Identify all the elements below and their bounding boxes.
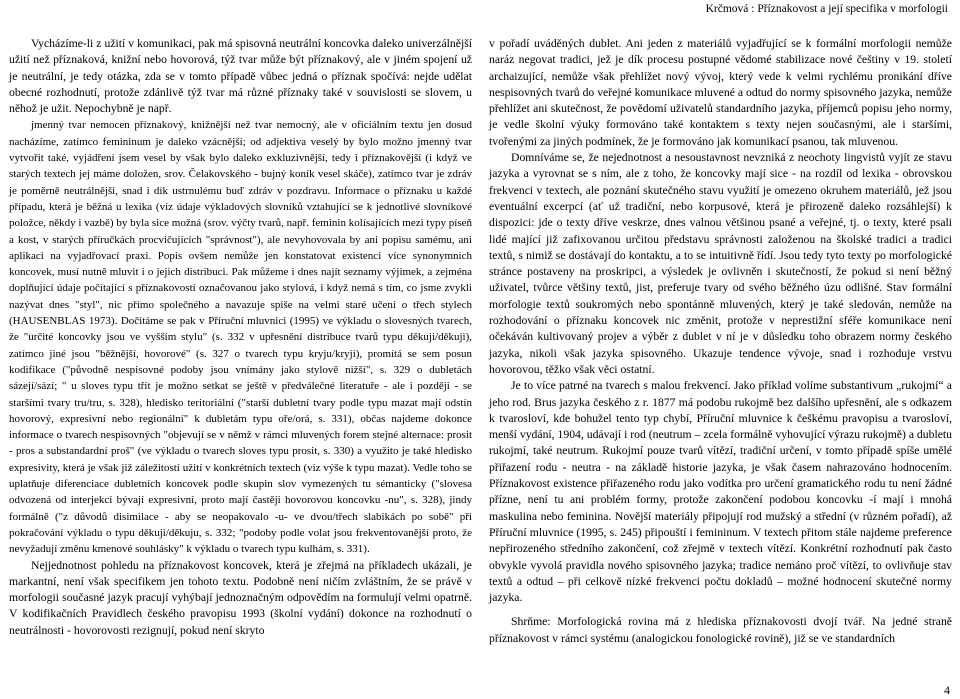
right-column bbox=[489, 36, 952, 647]
left-column bbox=[9, 36, 472, 639]
paragraph: Je to více patrné na tvarech s malou frekvencí. Jako příklad volíme substantivum „rukojmí“ a jeho rod. Brus jazyka českého z r. 1877 má podobu rukojmě bez dalšího upřesnění, ale s odkazem k tvarosloví, kde bohužel tento typ chybí, Příruční mluvnice k češkému pravopisu a tvarosloví, menší vydání, 1904, udávají i rod (neutrum – zcela formálně vyhovující výrazu rukojmě) a dubletu rukojmí, také neutrum. Rukojmí pouze tvarů vítězí, tradiční určení, v tomto případě spíše umělé přiřazení rodu - neutra - na základě historie jazyka, je však časem nahrazováno hodnocením. Příznakovost existence přiřazeného rodu jako vodítka pro určení gramatického rodu tu není žádné přízne, není tu ani problém formy, protože zakončení podobou koncovku -í mají i mnohá maskulina nebo feminina. Novější materiály připojují rod mužský a střední (v různém pořadí), až Příruční mluvnice (1995, s. 245) připouští i femininum. V textech přitom stále najdeme preference nepřirozeného středního zakončení, což zřejmě v textech vítězí. Konkrétní rozhodnutí pak často obvykle vyvolá pravidla nového spisovného jazyka; tradice nemáno proč vítězí, to ovlivňuje stav textů a odtud – při celkově nízké frekvenci počtu dokladů – možné hodnocení skutečné normy jazyka. bbox=[489, 379, 952, 605]
paragraph: Domníváme se, že nejednotnost a nesoustavnost nevzniká z neochoty lingvistů vyjít ze stavu jazyka a vyrovnat se s ním, ale z toho, že koncovky mají sice - na rozdíl od lexika - obrovskou frekvenci v textech, ale poznání skutečného stavu využití je omezeno okruhem materiálů, jež jsou eventuální excerpcí (ať už tradiční, nebo korpusové, která je přirozeně daleko rozsáhlejší) k dispozici: jde o texty dříve veskrze, dnes valnou většinou psané a veřejné, tj. o texty, které psali lidé mající již zafixovanou určitou představu správnosti založenou na školské tradici a tradici textů, s nimiž se dostávají do kontaktu, a to se intuitivně řídí. Jsou tedy tyto texty po morfologické stránce postaveny na proskripci, a výsledek je ovlivněn i skutečností, že pokud si není běžný uživatel, tvůrce většiny textů, jist, preferuje tvary od svého běžného úzu odlišné. Stav formální morfologie textů soukromých nebo spontánně mluvených, který je také sledován, nemůže na rozhodování o příznaku koncovek nic změnit, protože v neprestižní sféře komunikace není očekáván kultivovaný projev a výběr z dublet v ní je v důsledku toho obrazem normy českého jazyka, nikoli však jazyka spisovného. Ukazuje tendence vývoje, snad i rozhoduje vrstvu hovorovou, těžko však věci ostatní. bbox=[489, 151, 952, 376]
paragraph: v pořadí uváděných dublet. Ani jeden z materiálů vyjadřující se k formální morfologii nemůže naráz negovat tradici, jež je dík procesu postupné vědomé stabilizace nové češtiny v 19. století archaizující, nemůže však přehlížet nový vývoj, který vede k velmi rychlému pronikání dříve nespisovných tvarů do veřejné komunikace mluvené a odtud do normy spisovného jazyka, nemůže přehlížet ani skutečnost, že povědomí uživatelů standardního jazyka, příjemců popisu jeho normy, je vedle školní výuky formováno také kontaktem s texty nejen současnými, ale i staršími, tvořenými za jiných podmínek, že je formováno jak komunikací psanou, tak mluvenou. bbox=[489, 37, 952, 148]
paragraph: Nejjednotnost pohledu na příznakovost koncovek, která je zřejmá na příkladech ukázali, je markantní, není však specifikem jen tohoto textu. Podobně není ničím zvláštním, že se právě v morfologii současné jazyk pracují vyhýbají jednoznačným odpovědím na formulují velmi opatrně. V kodifikačních Pravidlech českého pravopisu 1993 (školní vydání) dokonce na rozhodnutí o neutrálnosti - hovorovosti rezignují, pokud není skryto bbox=[9, 558, 472, 637]
paragraph: Shrňme: Morfologická rovina má z hlediska příznakovosti dvojí tvář. Na jedné straně příznakovost v rámci systému (analogickou fonologické rovině), již se ve standardních bbox=[489, 615, 952, 645]
paragraph: Vycházíme-li z užití v komunikaci, pak má spisovná neutrální koncovka daleko univerzálnější užití než příznaková, knižní nebo hovorová, týž tvar může být příznakový, ale v jiném spojení už je neutrální, je tedy otázka, zda se v tomto případě vůbec jedná o příznak spočívá: nejde udělat obecné rozhodnutí, protože zdánlivě týž tvar má různé příznaky také v souvislosti se slovem, u něhož je užit. Nepochybně je např. bbox=[9, 37, 472, 116]
paragraph: jmenný tvar nemocen příznakový, knižnější než tvar nemocný, ale v oficiálním textu jen dosud nacházíme, zatímco femininum je daleko vzácnější; od adjektiva veselý by bylo možno jmenný tvar vytvořit také, vyjádření jsem vesel by však bylo daleko exkluzivnější, tedy i příznakovější (i když ve starých textech jej máme doložen, srov. Čelakovského - bujný koník vesel skáče), zatímco tvar je zdráv je poměrně neutrálnější, snad i dík ustrnulému buď zdráv v pozdravu. Informace o příznaku u každé případu, která je běžná u lexika (viz údaje výkladových slovníků vztahující se k jednotlivé slovníkové položce, někdy i vazbě) by byla sice možná (srov. výčty tvarů, např. feminin kolísajících mezi typy píseň a kost, v starých příručkách procvičujících "správnost"), ale nevyhovovala by ani popisu samému, ani aplikaci na vyjadřovací praxi. Popis ovšem nemůže jen konstatovat existenci více synonymních koncovek, musí nutně mluvit i o jejich distribuci. Pak můžeme i dnes najít seznamy výjimek, a zejména doplňující údaje počítající s příznakovostí označovanou jako stylová, i když nemá s tím, co jsme zvykli nazývat dnes "styl", nic přímo společného a navazuje spíše na velmi staré učení o třech stylech (HAUSENBLAS 1973). Dočítáme se pak v Příruční mluvnici (1995) ve výkladu o slovesných tvarech, že "určité koncovky jsou ve vyšším stylu" (s. 332 v upřesnění distribuce tvarů typu děkuji/děkuji), zatímco jiné jsou "běžnější, hovorové" (s. 327 o tvarech typu kryju/kryji), promítá se sem posun kodifikace ("původně nespisovné podoby jsou vnímány jako stylově nižší", s. 329 o dubletách sázejí/sází; " u sloves typu třít je možno setkat se ještě v předválečné literatuře - ale i později - se staršími tvary tru/tru, s. 328), hledisko teritoriální ("starší dubletní tvary podle typu mazat mají odstín hovorový, expresivní nebo regionální" k dubletám typu oře/orá, s. 331), občas najdeme dokonce informace o tvarech nespisovných "objevují se v němž v rámci mluvených forem stejné alternace: prosit - pros a substandardní proš" (ve výkladu o tvarech sloves typu prosit, s. 330) a využito je také hledisko expresivity, která je však již záležitostí užití v konkrétních textech (viz výše k typu mazat). Vedle toho se uplatňuje diferenciace dubletních koncovek podle skupin slov vymezených tu sémanticky ("slovesa odvozená od interjekcí bývají expresivní, proto mají častěji hovorovou koncovku -nu", s. 328), jindy formálně ("z důvodů disimilace - aby se neopakovalo -u- ve dvou/třech slabikách po sobě" při pokračování výkladu o typu děkuji/děkuju, s. 332; "podoby podle volat jsou frekventovanější proto, že nevyžadují změnu kmenové souhlásky" k výkladu o tvarech typu kulhám, s. 331). bbox=[9, 119, 472, 556]
running-header: Krčmová : Příznakovost a její specifika v morfologii bbox=[705, 3, 948, 15]
page-number: 4 bbox=[944, 683, 950, 697]
